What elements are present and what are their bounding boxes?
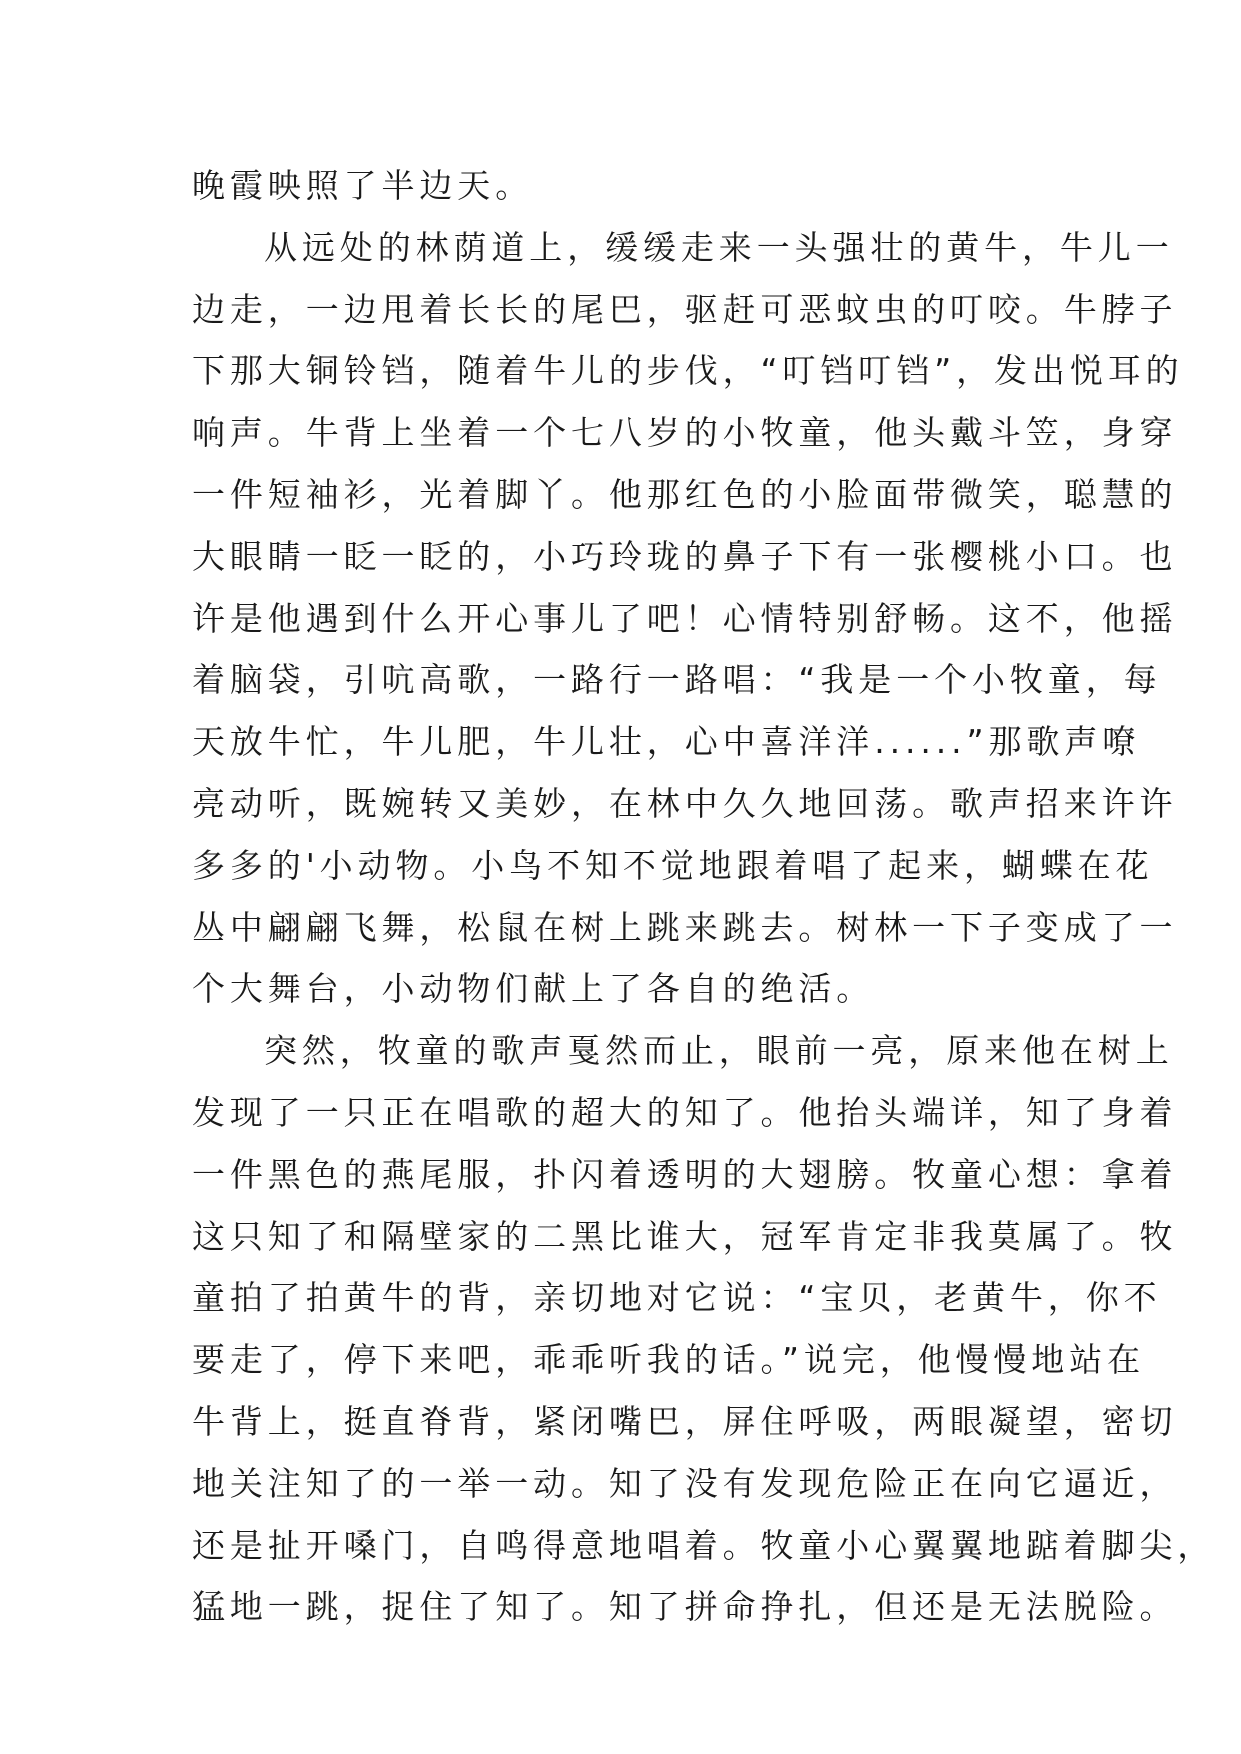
text-line: 一件黑色的燕尾服，扑闪着透明的大翅膀。牧童心想：拿着 [192, 1154, 1178, 1194]
text-line: 丛中翩翩飞舞，松鼠在树上跳来跳去。树林一下子变成了一 [192, 907, 1178, 947]
text-line: 突然，牧童的歌声戛然而止，眼前一亮，原来他在树上 [264, 1031, 1174, 1071]
text-line: 亮动听，既婉转又美妙，在林中久久地回荡。歌声招来许许 [192, 783, 1178, 823]
text-line: 一件短袖衫，光着脚丫。他那红色的小脸面带微笑，聪慧的 [192, 474, 1178, 514]
text-line: 个大舞台，小动物们献上了各自的绝活。 [192, 969, 875, 1009]
text-line: 响声。牛背上坐着一个七八岁的小牧童，他头戴斗笠，身穿 [192, 413, 1178, 453]
text-line: 多多的'小动物。小鸟不知不觉地跟着唱了起来，蝴蝶在花 [192, 845, 1154, 885]
text-line: 还是扯开嗓门，自鸣得意地唱着。牧童小心翼翼地踮着脚尖， [192, 1525, 1216, 1565]
body-text [192, 155, 1216, 1638]
text-line: 下那大铜铃铛，随着牛儿的步伐，“叮铛叮铛”，发出悦耳的 [192, 351, 1184, 391]
text-line: 边走，一边甩着长长的尾巴，驱赶可恶蚊虫的叮咬。牛脖子 [192, 289, 1178, 329]
text-line: 猛地一跳，捉住了知了。知了拼命挣扎，但还是无法脱险。 [192, 1587, 1178, 1627]
text-line: 要走了，停下来吧，乖乖听我的话。”说完，他慢慢地站在 [192, 1340, 1145, 1380]
text-line: 这只知了和隔壁家的二黑比谁大，冠军肯定非我莫属了。牧 [192, 1216, 1178, 1256]
text-line: 从远处的林荫道上，缓缓走来一头强壮的黄牛，牛儿一 [264, 227, 1174, 267]
text-line: 童拍了拍黄牛的背，亲切地对它说：“宝贝，老黄牛，你不 [192, 1278, 1162, 1318]
text-line: 天放牛忙，牛儿肥，牛儿壮，心中喜洋洋......”那歌声嘹 [192, 722, 1141, 762]
text-line: 地关注知了的一举一动。知了没有发现危险正在向它逼近， [192, 1463, 1178, 1503]
text-line: 发现了一只正在唱歌的超大的知了。他抬头端详，知了身着 [192, 1092, 1178, 1132]
text-line: 着脑袋，引吭高歌，一路行一路唱：“我是一个小牧童，每 [192, 660, 1162, 700]
text-line: 许是他遇到什么开心事儿了吧！心情特别舒畅。这不，他摇 [192, 598, 1178, 638]
text-line: 大眼睛一眨一眨的，小巧玲珑的鼻子下有一张樱桃小口。也 [192, 536, 1178, 576]
text-line: 晚霞映照了半边天。 [192, 166, 534, 205]
text-line: 牛背上，挺直脊背，紧闭嘴巴，屏住呼吸，两眼凝望，密切 [192, 1401, 1178, 1441]
